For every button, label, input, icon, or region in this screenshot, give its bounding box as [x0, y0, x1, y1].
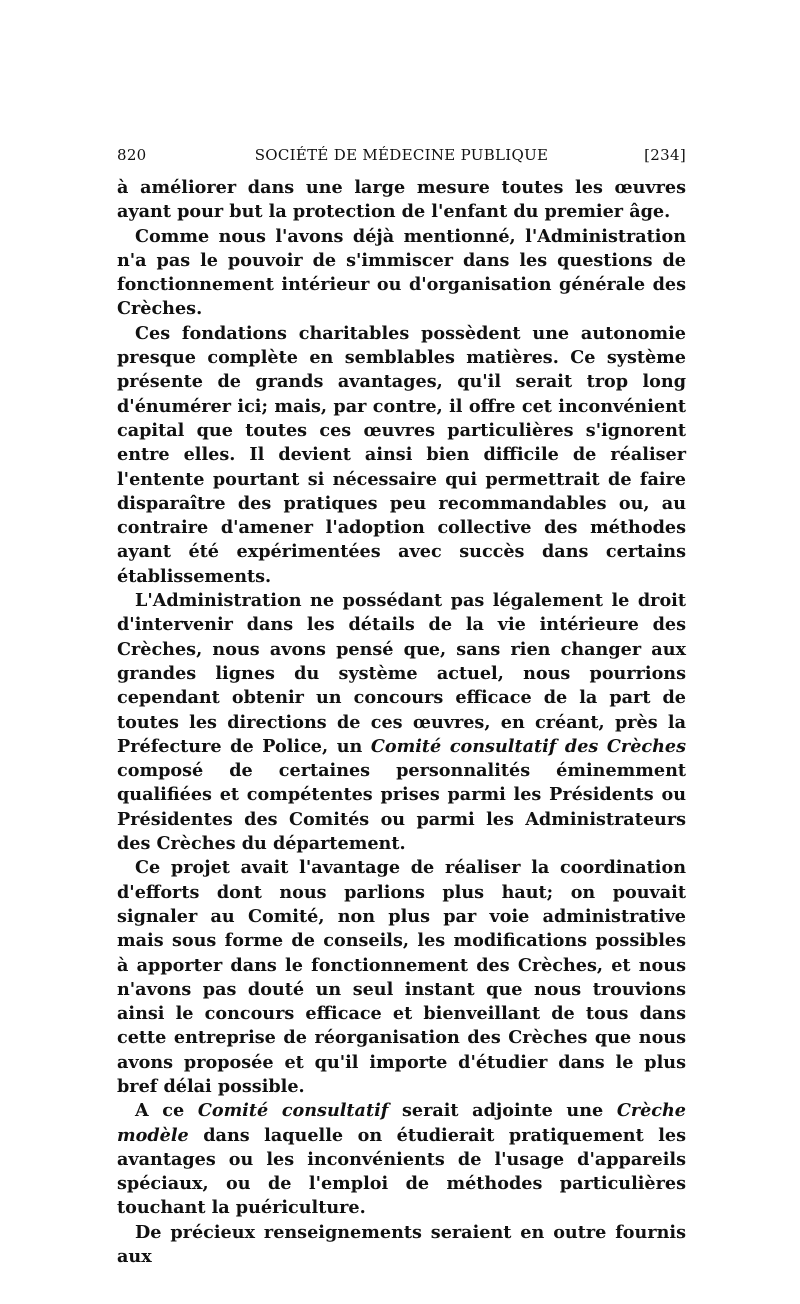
comite-consultatif-italic: Comité consultatif — [197, 1100, 389, 1122]
paragraph-6-text-a: A ce — [135, 1100, 198, 1122]
page-number: 820 — [117, 146, 147, 164]
paragraph-6 — [117, 1099, 686, 1220]
paragraph-5: Ce projet avait l'avantage de réaliser la coordination d'efforts dont nous parlions plus haut; on pouvait signaler au Comité, non plus par voie administrative mais sous forme de conseils, les modifications possibles à apporter dans le fonctionnement des Crèches, et nous n'avons pas douté un seul instant que nous trouvions ainsi le concours efficace et bienveillant de tous dans cette entreprise de réorganisation des Crèches que nous avons proposée et qu'il importe d'étudier dans le plus bref délai possible. — [117, 857, 686, 1097]
creche-modele-italic: Crèche modèle — [117, 1100, 686, 1146]
paragraph-7: De précieux renseignements seraient en outre fournis aux — [117, 1221, 686, 1268]
paragraph-4-text-a: L'Administration ne possédant pas légalement le droit d'intervenir dans les détails de la vie intérieure des Crèches, nous avons pensé que, sans rien changer aux grandes lignes du système actuel, nous pourrions cependant obtenir un concours efficace de la part de toutes les directions de ces œuvres, en créant, près la Préfecture de Police, un — [117, 590, 686, 757]
body-text — [117, 176, 686, 1269]
book-page — [117, 146, 686, 1269]
paragraph-3: Ces fondations charitables possèdent une autonomie presque complète en semblables matières. Ce système présente de grands avantages, qu'il serait trop long d'énumérer ici; mais, par contre, il offre cet inconvénient capital que toutes ces œuvres particulières s'ignorent entre elles. Il devient ainsi bien difficile de réaliser l'entente pourtant si nécessaire qui permettrait de faire disparaître des pratiques peu recommandables ou, au contraire d'amener l'adoption collective des méthodes ayant été expérimentées avec succès dans certains établissements. — [117, 322, 686, 587]
paragraph-4-text-b: composé de certaines personnalités éminemment qualifiées et compétentes prises parmi les Présidents ou Présidentes des Comités ou parmi les Administrateurs des Crèches du département. — [117, 760, 686, 855]
page-reference: [234] — [644, 146, 686, 164]
running-title: SOCIÉTÉ DE MÉDECINE PUBLIQUE — [254, 146, 549, 164]
paragraph-2: Comme nous l'avons déjà mentionné, l'Administration n'a pas le pouvoir de s'immiscer dans les questions de fonctionnement intérieur ou d'organisation générale des Crèches. — [117, 225, 686, 320]
running-header — [117, 146, 686, 168]
comite-consultatif-des-creches-italic: Comité consultatif des Crèches — [370, 735, 686, 757]
paragraph-6-text-b: serait adjointe une — [388, 1100, 617, 1122]
paragraph-4 — [117, 589, 686, 856]
paragraph-1: à améliorer dans une large mesure toutes les œuvres ayant pour but la protection de l'enfant du premier âge. — [117, 177, 686, 223]
paragraph-6-text-c: dans laquelle on étudierait pratiquement les avantages ou les inconvénients de l'usage d'appareils spéciaux, ou de l'emploi de méthodes particulières touchant la puériculture. — [117, 1124, 686, 1219]
